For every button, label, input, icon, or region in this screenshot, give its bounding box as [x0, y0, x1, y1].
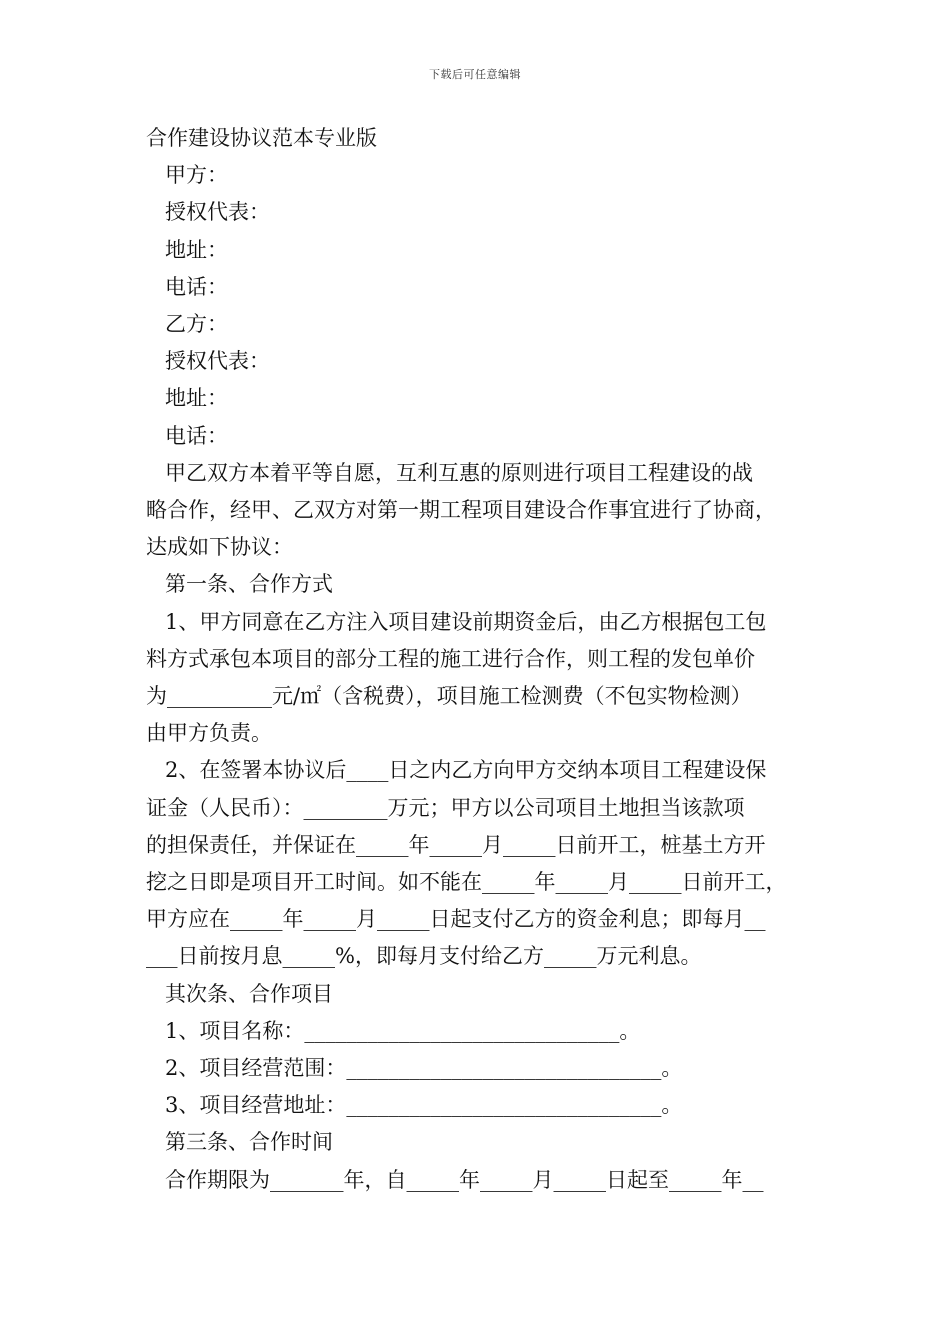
paragraph-line: 授权代表： — [165, 349, 270, 374]
paragraph-line: 为__________元/㎡（含税费），项目施工检测费（不包实物检测） — [146, 684, 752, 709]
header-note: 下载后可任意编辑 — [429, 68, 521, 81]
paragraph-line: 地址： — [165, 237, 228, 262]
paragraph-line: 甲方： — [165, 163, 228, 188]
paragraph-line: 的担保责任，并保证在_____年_____月_____日前开工，桩基土方开 — [146, 832, 766, 857]
paragraph-line: 挖之日即是项目开工时间。如不能在_____年_____月_____日前开工， — [146, 870, 787, 895]
paragraph-line: 授权代表： — [165, 200, 270, 225]
paragraph-line: 电话： — [165, 274, 228, 299]
document-body — [146, 120, 814, 1199]
document-title: 合作建设协议范本专业版 — [146, 126, 377, 150]
paragraph-line: 达成如下协议： — [146, 535, 293, 560]
paragraph-line: 第三条、合作时间 — [165, 1130, 333, 1155]
document-lines — [146, 157, 814, 1199]
paragraph-line: 1、项目名称：______________________________。 — [165, 1018, 641, 1043]
paragraph-line: 甲乙双方本着平等自愿，互利互惠的原则进行项目工程建设的战 — [165, 460, 753, 485]
paragraph-line: 由甲方负责。 — [146, 721, 272, 746]
paragraph-line: 合作期限为_______年，自_____年_____月_____日起至_____年__ — [165, 1167, 764, 1192]
paragraph-line: 其次条、合作项目 — [165, 981, 333, 1006]
paragraph-line: 2、在签署本协议后____日之内乙方向甲方交纳本项目工程建设保 — [165, 758, 767, 783]
paragraph-line: 2、项目经营范围：______________________________。 — [165, 1056, 683, 1081]
paragraph-line: 略合作，经甲、乙双方对第一期工程项目建设合作事宜进行了协商， — [146, 498, 776, 523]
paragraph-line: ___日前按月息_____%，即每月支付给乙方_____万元利息。 — [146, 944, 702, 969]
paragraph-line: 1、甲方同意在乙方注入项目建设前期资金后，由乙方根据包工包 — [165, 609, 767, 634]
paragraph-line: 乙方： — [165, 312, 228, 337]
paragraph-line: 电话： — [165, 423, 228, 448]
paragraph-line: 地址： — [165, 386, 228, 411]
paragraph-line: 料方式承包本项目的部分工程的施工进行合作，则工程的发包单价 — [146, 646, 755, 671]
paragraph-line: 甲方应在_____年_____月_____日起支付乙方的资金利息；即每月__ — [146, 907, 766, 932]
paragraph-line: 证金（人民币）：________万元；甲方以公司项目土地担当该款项 — [146, 795, 745, 820]
paragraph-line: 3、项目经营地址：______________________________。 — [165, 1093, 683, 1118]
paragraph-line: 第一条、合作方式 — [165, 572, 333, 597]
